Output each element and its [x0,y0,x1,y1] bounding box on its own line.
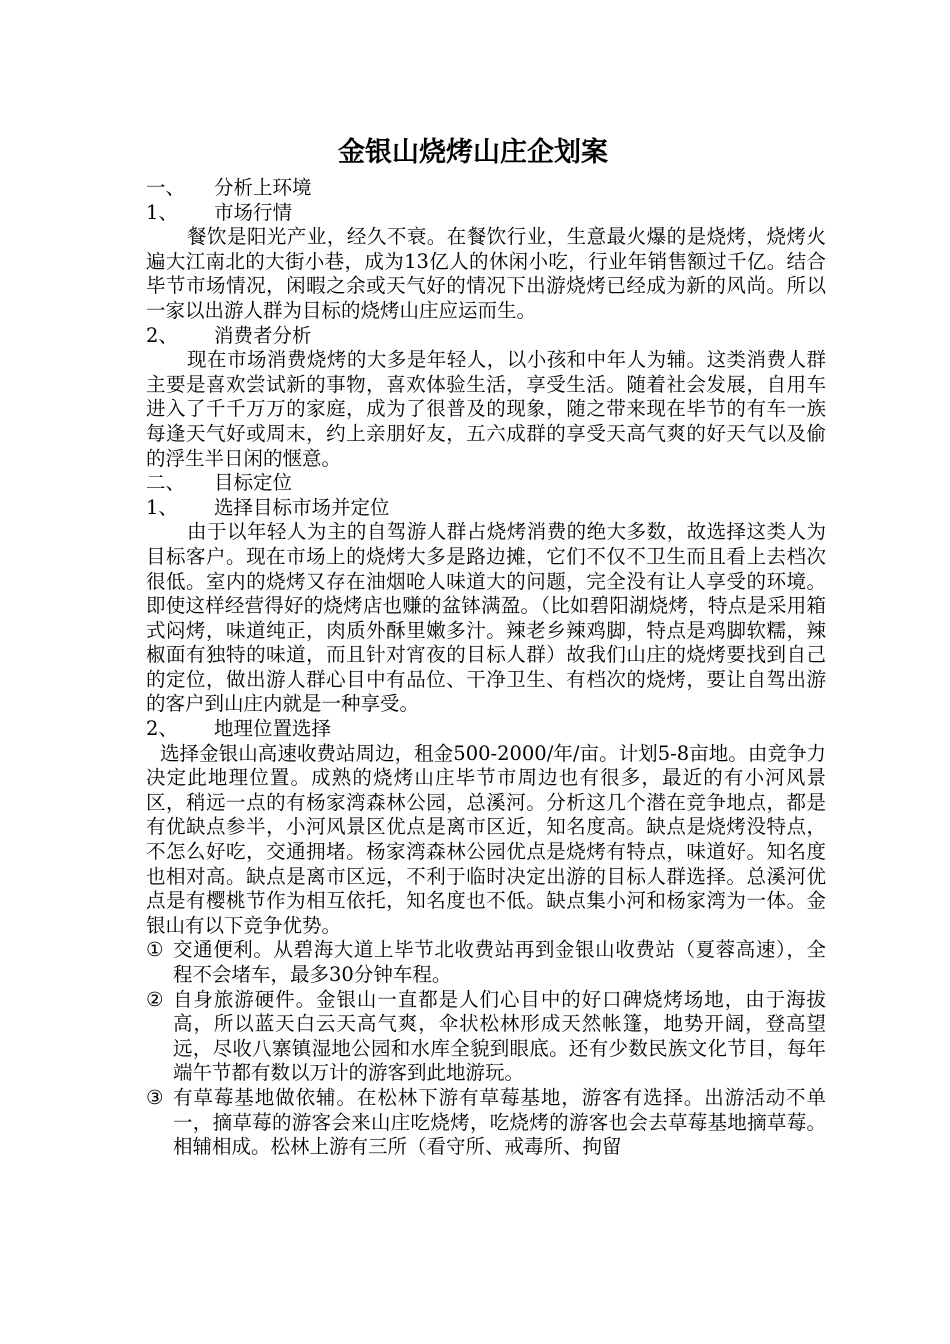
list-marker: ① [146,938,164,962]
subsection-label: 消费者分析 [214,323,312,347]
subsection-number: 2、 [146,323,178,347]
subsection-label: 市场行情 [214,200,293,224]
subsection-heading-1-1 [146,201,826,226]
subsection-label: 选择目标市场并定位 [214,495,390,519]
section-number: 一、 [146,176,186,199]
section-label: 分析上环境 [214,176,312,199]
list-item-text: 自身旅游硬件。金银山一直都是人们心目中的好口碑烧烤场地，由于海拔高，所以蓝天白云天高气爽，伞状松林形成天然帐篷，地势开阔，登高望远，尽收八寨镇湿地公园和水库全貌到眼底。还有少数民族文化节目，每年端午节都有数以万计的游客到此地游玩。 [173,987,826,1085]
list-item [146,988,826,1086]
paragraph-target-market: 由于以年轻人为主的自驾游人群占烧烤消费的绝大多数，故选择这类人为目标客户。现在市场上的烧烤大多是路边摊，它们不仅不卫生而且看上去档次很低。室内的烧烤又存在油烟呛人味道大的问题，完全没有让人享受的环境。即使这样经营得好的烧烤店也赚的盆钵满盈。（比如碧阳湖烧烤，特点是采用箱式闷烤，味道纯正，肉质外酥里嫩多汁。辣老乡辣鸡脚，特点是鸡脚软糯，辣椒面有独特的味道，而且针对宵夜的目标人群）故我们山庄的烧烤要找到自己的定位，做出游人群心目中有品位、干净卫生、有档次的烧烤，要让自驾出游的客户到山庄内就是一种享受。 [146,520,826,716]
list-marker: ③ [146,1085,164,1109]
list-item [146,1086,826,1160]
section-number: 二、 [146,471,186,495]
paragraph-consumer: 现在市场消费烧烤的大多是年轻人，以小孩和中年人为辅。这类消费人群主要是喜欢尝试新的事物，喜欢体验生活，享受生活。随着社会发展，自用车进入了千千万万的家庭，成为了很普及的现象，随之带来现在毕节的有车一族每逢天气好或周末，约上亲朋好友，五六成群的享受天高气爽的好天气以及偷的浮生半日闲的惬意。 [146,348,826,470]
paragraph-market: 餐饮是阳光产业，经久不衰。在餐饮行业，生意最火爆的是烧烤，烧烤火遍大江南北的大街小巷，成为13亿人的休闲小吃，行业年销售额过千亿。结合毕节市场情况，闲暇之余或天气好的情况下出游烧烤已经成为新的风尚。所以一家以出游人群为目标的烧烤山庄应运而生。 [146,225,826,322]
list-marker: ② [146,987,164,1011]
subsection-number: 1、 [146,495,178,519]
subsection-label: 地理位置选择 [214,717,332,741]
subsection-number: 2、 [146,717,178,741]
list-item-text: 有草莓基地做依辅。在松林下游有草莓基地，游客有选择。出游活动不单一，摘草莓的游客会来山庄吃烧烤，吃烧烤的游客也会去草莓基地摘草莓。相辅相成。松林上游有三所（看守所、戒毒所、拘留 [173,1085,826,1159]
section-label: 目标定位 [214,471,293,495]
paragraph-location: 选择金银山高速收费站周边，租金500-2000/年/亩。计划5-8亩地。由竞争力决定此地理位置。成熟的烧烤山庄毕节市周边也有很多，最近的有小河风景区，稍远一点的有杨家湾森林公园，总溪河。分析这几个潜在竞争地点，都是有优缺点参半，小河风景区优点是离市区近，知名度高。缺点是烧烤没特点，不怎么好吃，交通拥堵。杨家湾森林公园优点是烧烤有特点，味道好。知名度也相对高。缺点是离市区远，不利于临时决定出游的目标人群选择。总溪河优点是有樱桃节作为相互依托，知名度也不低。缺点集小河和杨家湾为一体。金银山有以下竞争优势。 [146,741,826,937]
document-title: 金银山烧烤山庄企划案 [338,137,608,168]
subsection-heading-2-1 [146,496,826,521]
list-item-text: 交通便利。从碧海大道上毕节北收费站再到金银山收费站（夏蓉高速），全程不会堵车，最多30分钟车程。 [173,938,826,986]
section-heading-1 [146,176,826,201]
subsection-heading-2-2 [146,717,826,742]
section-heading-2 [146,471,826,496]
document-body [146,176,826,1160]
list-item [146,938,826,987]
subsection-heading-1-2 [146,324,826,349]
subsection-number: 1、 [146,200,178,224]
